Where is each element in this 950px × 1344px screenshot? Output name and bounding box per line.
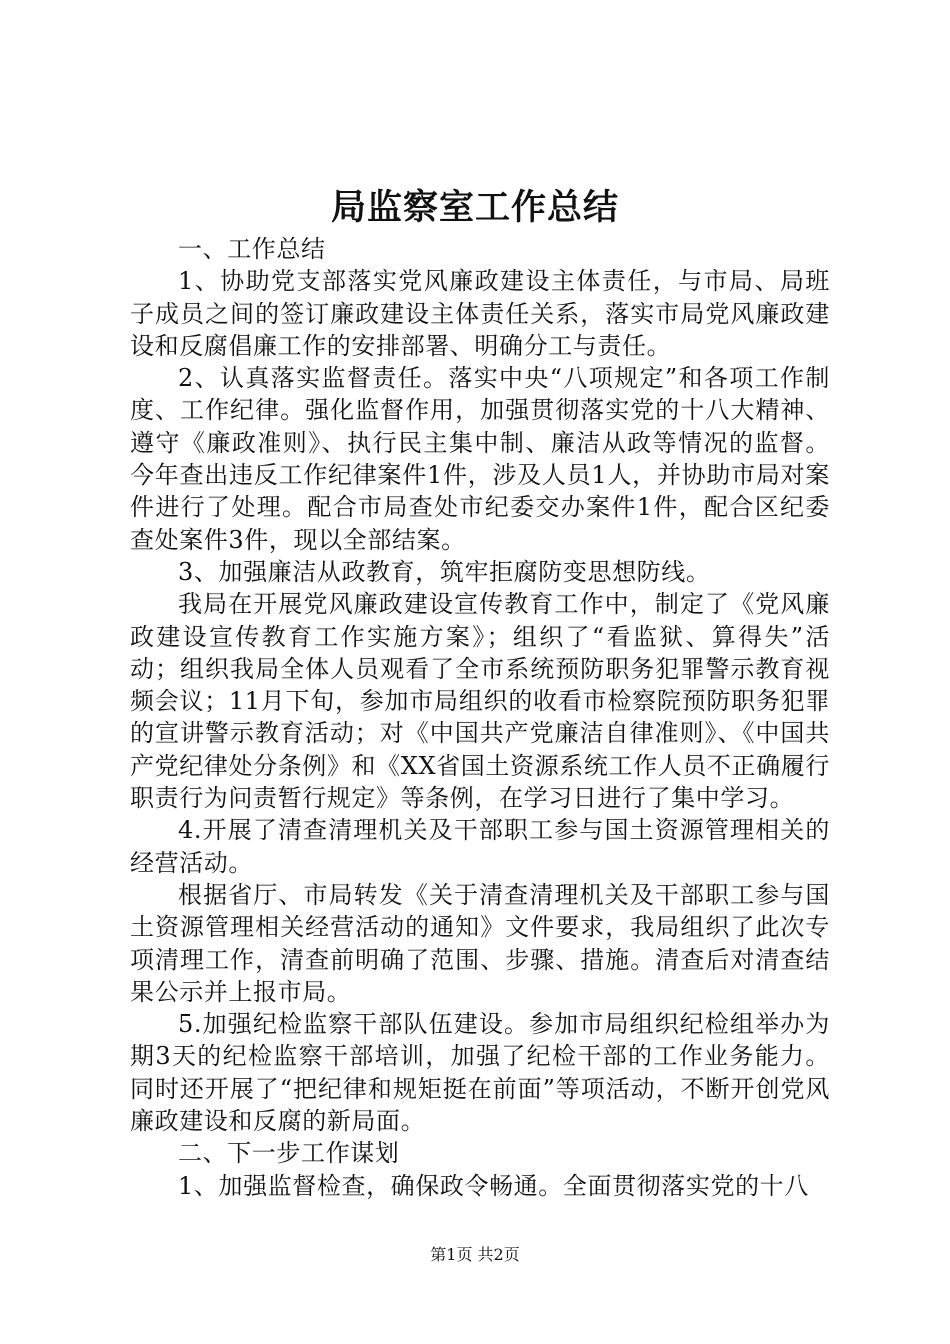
document-body	[130, 233, 830, 1202]
paragraph-item-1: 1、协助党支部落实党风廉政建设主体责任，与市局、局班子成员之间的签订廉政建设主体责任关系，落实市局党风廉政建设和反腐倡廉工作的安排部署、明确分工与责任。	[130, 267, 830, 360]
paragraph-next-item-1: 1、加强监督检查，确保政令畅通。全面贯彻落实党的十八	[178, 1171, 809, 1200]
page-number-footer: 第1页 共2页	[430, 1245, 520, 1264]
section-heading-summary: 一、工作总结	[178, 235, 326, 263]
document-title: 局监察室工作总结	[330, 187, 619, 228]
paragraph-item-4: 4.开展了清查清理机关及干部职工参与国土资源管理相关的经营活动。	[130, 816, 830, 877]
paragraph-item-5: 5.加强纪检监察干部队伍建设。参加市局组织纪检组举办为期3天的纪检监察干部培训，加强了纪检干部的工作业务能力。同时还开展了“把纪律和规矩挺在前面”等项活动，不断开创党风廉政建设和反腐的新局面。	[130, 1010, 830, 1136]
section-heading-next-steps: 二、下一步工作谋划	[178, 1139, 400, 1168]
paragraph-education-detail: 我局在开展党风廉政建设宣传教育工作中，制定了《党风廉政建设宣传教育工作实施方案》；组织了“看监狱、算得失”活动；组织我局全体人员观看了全市系统预防职务犯罪警示教育视频会议；11月下旬，参加市局组织的收看市检察院预防职务犯罪的宣讲警示教育活动；对《中国共产党廉洁自律准则》、《中国共产党纪律处分条例》和《XX省国土资源系统工作人员不正确履行职责行为问责暂行规定》等条例，在学习日进行了集中学习。	[130, 590, 830, 813]
paragraph-item-3: 3、加强廉洁从政教育，筑牢拒腐防变思想防线。	[178, 557, 711, 586]
paragraph-cleanup-detail: 根据省厅、市局转发《关于清查清理机关及干部职工参与国土资源管理相关经营活动的通知》文件要求，我局组织了此次专项清理工作，清查前明确了范围、步骤、措施。清查后对清查结果公示并上报市局。	[130, 880, 830, 1006]
paragraph-item-2: 2、认真落实监督责任。落实中央“八项规定”和各项工作制度、工作纪律。强化监督作用，加强贯彻落实党的十八大精神、遵守《廉政准则》、执行民主集中制、廉洁从政等情况的监督。今年查出违反工作纪律案件1件，涉及人员1人，并协助市局对案件进行了处理。配合市局查处市纪委交办案件1件，配合区纪委查处案件3件，现以全部结案。	[130, 364, 830, 554]
